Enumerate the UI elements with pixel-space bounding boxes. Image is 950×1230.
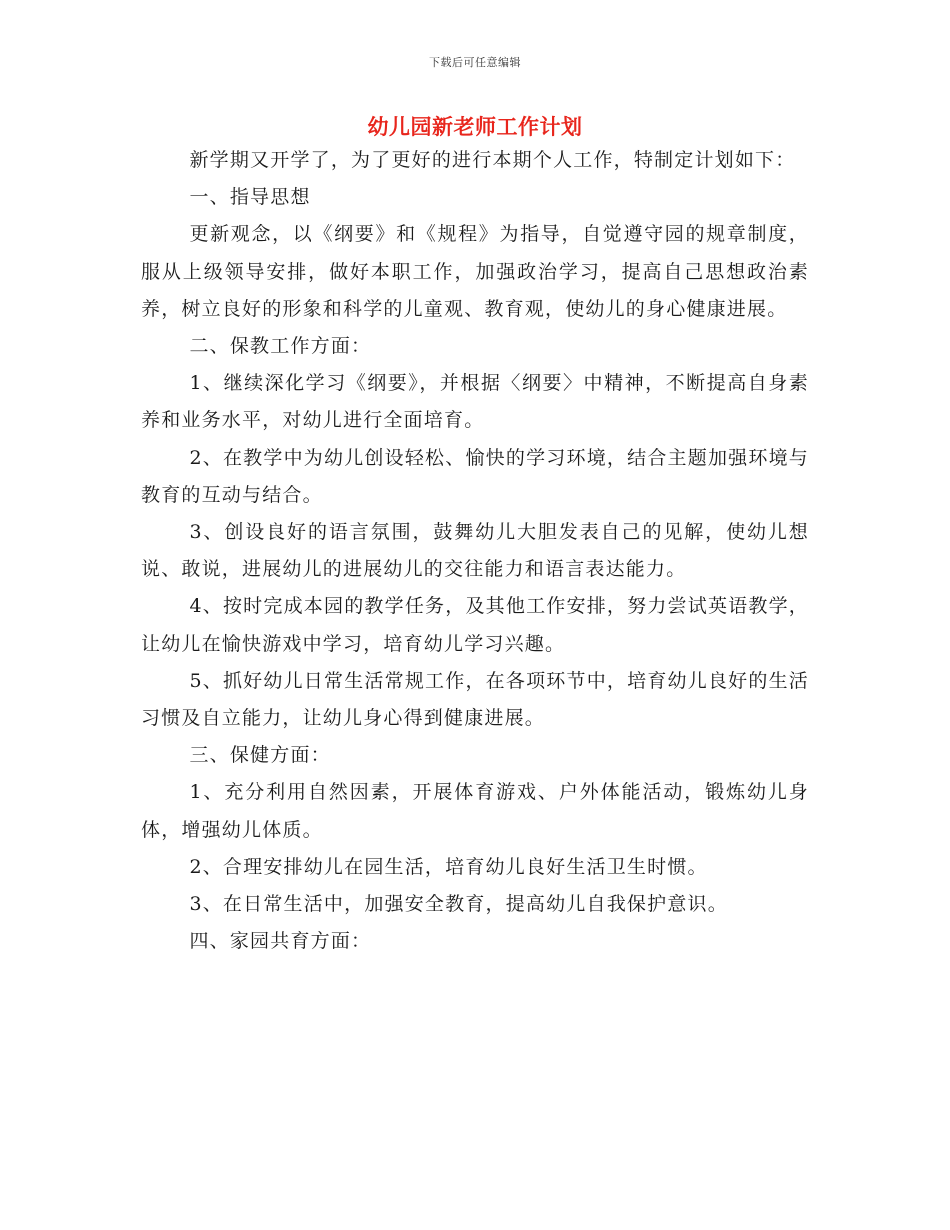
paragraph-education-item-5: 5、抓好幼儿日常生活常规工作，在各项环节中，培育幼儿良好的生活习惯及自立能力，让幼儿身心得到健康进展。 [141, 669, 809, 730]
document-title: 幼儿园新老师工作计划 [367, 115, 583, 139]
paragraph-guiding-ideology: 更新观念，以《纲要》和《规程》为指导，自觉遵守园的规章制度，服从上级领导安排，做好本职工作，加强政治学习，提高自己思想政治素养，树立良好的形象和科学的儿童观、教育观，使幼儿的身心健康进展。 [141, 223, 809, 320]
header-note: 下载后可任意编辑 [429, 56, 521, 69]
section-heading-guiding-ideology: 一、指导思想 [189, 186, 311, 209]
document-body [141, 112, 809, 960]
paragraph-health-item-1: 1、充分利用自然因素，开展体育游戏、户外体能活动，锻炼幼儿身体，增强幼儿体质。 [141, 781, 809, 841]
section-heading-health-care: 三、保健方面： [189, 744, 331, 767]
paragraph-health-item-2: 2、合理安排幼儿在园生活，培育幼儿良好生活卫生时惯。 [189, 855, 708, 878]
paragraph-education-item-1: 1、继续深化学习《纲要》，并根据〈纲要〉中精神，不断提高自身素养和业务水平，对幼儿进行全面培育。 [141, 372, 809, 432]
paragraph-intro: 新学期又开学了，为了更好的进行本期个人工作，特制定计划如下： [189, 149, 796, 171]
paragraph-education-item-2: 2、在教学中为幼儿创设轻松、愉快的学习环境，结合主题加强环境与教育的互动与结合。 [141, 446, 809, 506]
paragraph-education-item-3: 3、创设良好的语言氛围，鼓舞幼儿大胆发表自己的见解，使幼儿想说、敢说，进展幼儿的进展幼儿的交往能力和语言表达能力。 [141, 521, 809, 581]
section-heading-education-work: 二、保教工作方面： [189, 335, 372, 358]
paragraph-education-item-4: 4、按时完成本园的教学任务，及其他工作安排，努力尝试英语教学，让幼儿在愉快游戏中学习，培育幼儿学习兴趣。 [141, 595, 809, 655]
section-heading-home-school: 四、家园共育方面： [189, 930, 372, 953]
paragraph-health-item-3: 3、在日常生活中，加强安全教育，提高幼儿自我保护意识。 [189, 893, 728, 916]
